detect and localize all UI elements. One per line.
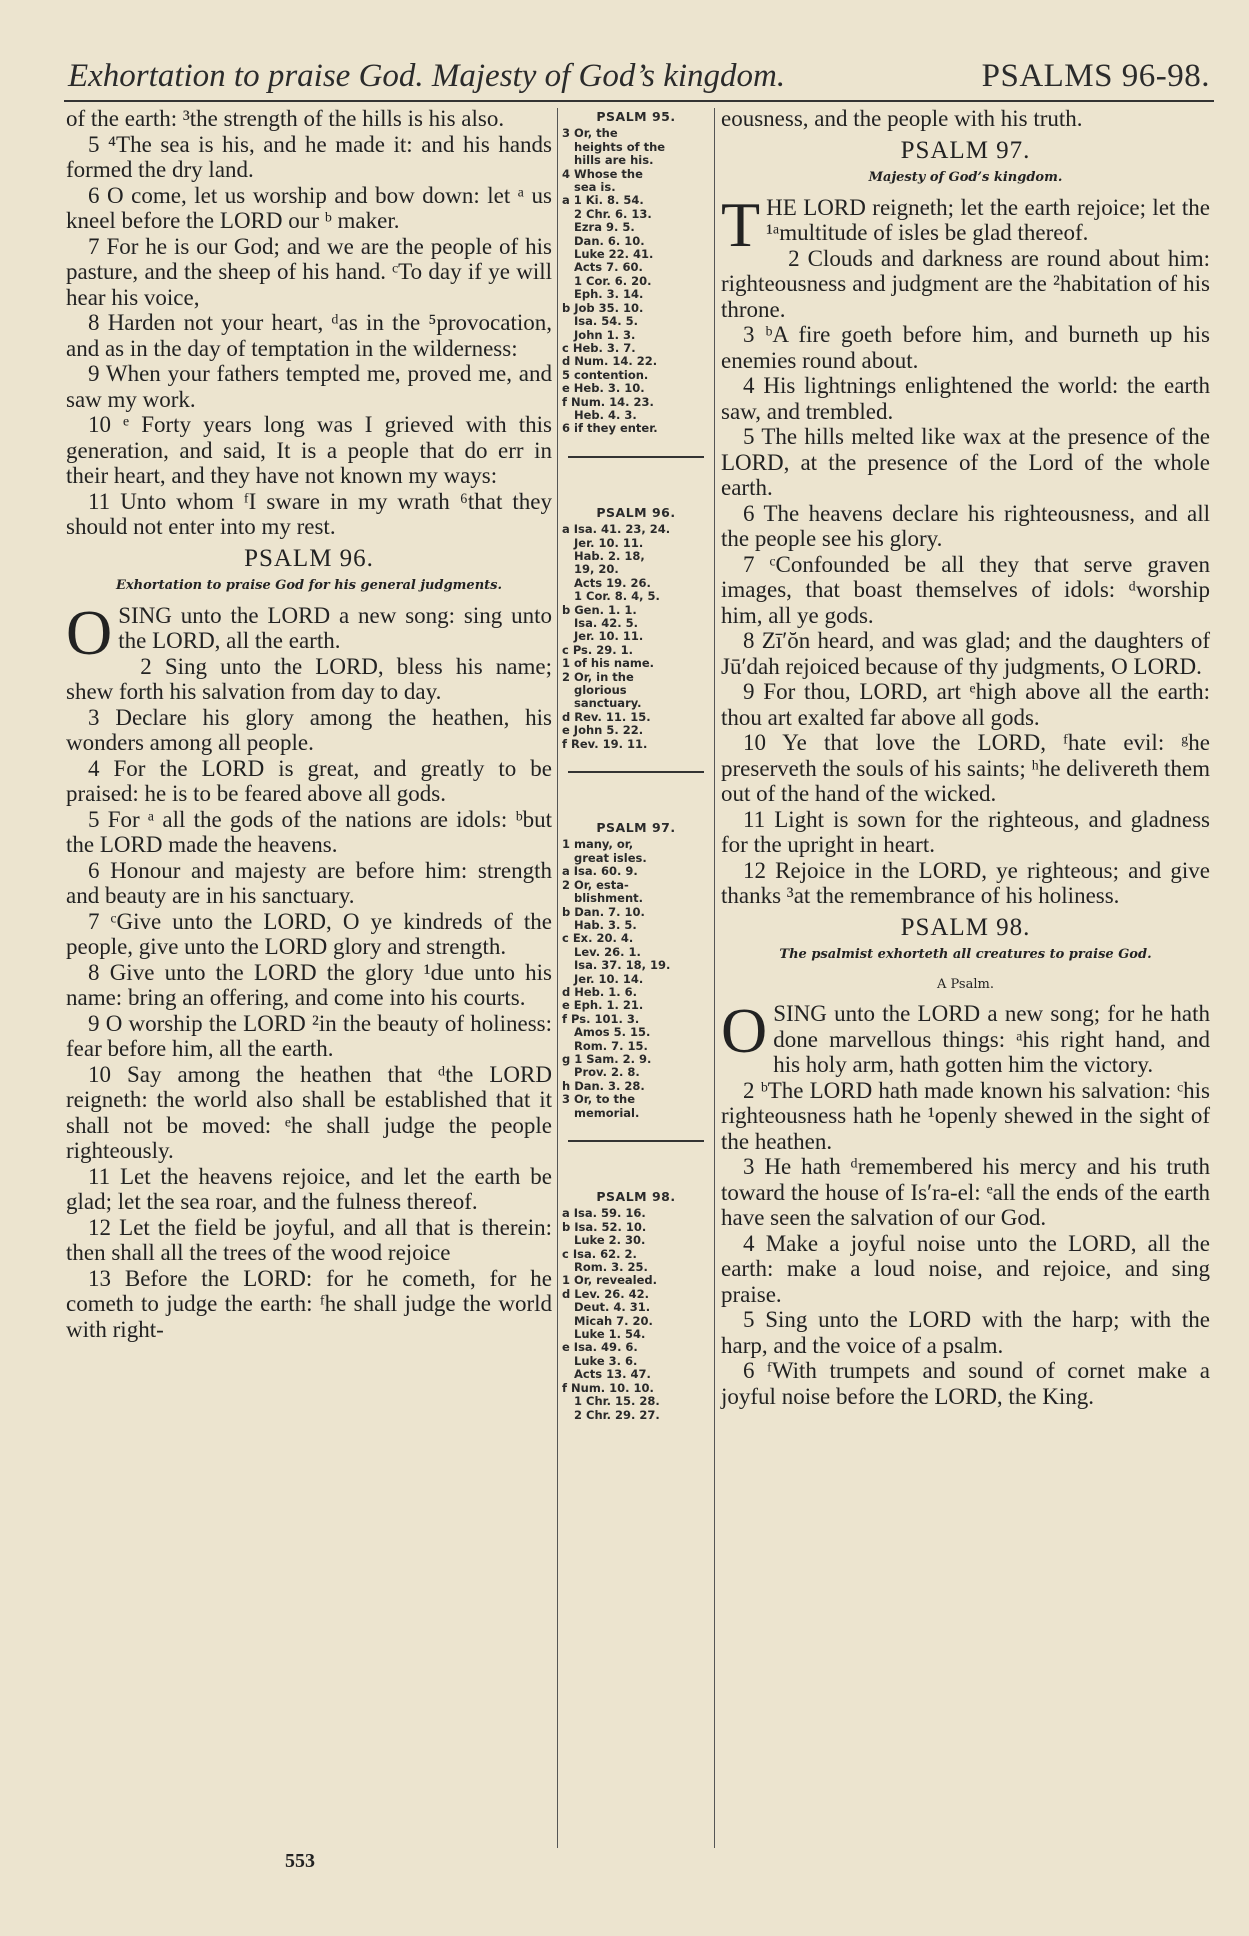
reference-line: Rom. 7. 15. bbox=[562, 1038, 648, 1053]
verse: 10 Ye that love the LORD, ᶠhate evil: ᵍhe preserveth the souls of his saints; ʰhe delivereth them out of the hand of the wicked. bbox=[721, 730, 1210, 806]
reference-line: a 1 Ki. 8. 54. bbox=[562, 193, 644, 208]
psalm-97-verses bbox=[721, 246, 1210, 909]
reference-line: 4 Whose the bbox=[562, 166, 643, 181]
reference-line: Rom. 3. 25. bbox=[562, 1260, 648, 1275]
verse: 8 Give unto the LORD the glory ¹due unto his name: bring an offering, and come into his courts. bbox=[66, 959, 552, 1010]
reference-group-heading: PSALM 98. bbox=[596, 1189, 676, 1204]
verse: 2 ᵇThe LORD hath made known his salvation: ᶜhis righteousness hath he ¹openly shewed in the sight of the heathen. bbox=[721, 1077, 1210, 1154]
reference-line: Isa. 54. 5. bbox=[562, 314, 639, 329]
verse: 5 The hills melted like wax at the presence of the LORD, at the presence of the Lord of the whole earth. bbox=[721, 424, 1210, 500]
psalm-98-verses bbox=[721, 1078, 1210, 1410]
reference-line: memorial. bbox=[562, 1105, 640, 1120]
reference-group-heading: PSALM 97. bbox=[596, 820, 676, 836]
psalm-98-inscription: A Psalm. bbox=[937, 976, 994, 992]
reference-line: hills are his. bbox=[562, 153, 654, 168]
reference-line: Jer. 10. 11. bbox=[562, 629, 644, 644]
verse: 12 Rejoice in the LORD, ye righteous; and give thanks ³at the remembrance of his holiness. bbox=[721, 857, 1210, 908]
reference-line: f Num. 10. 10. bbox=[562, 1380, 654, 1395]
reference-line: 3 Or, to the bbox=[562, 1092, 636, 1107]
reference-line: 1 Cor. 6. 20. bbox=[562, 273, 652, 288]
reference-line: c Ex. 20. 4. bbox=[562, 931, 634, 946]
reference-line: h Dan. 3. 28. bbox=[562, 1078, 645, 1093]
reference-line: g 1 Sam. 2. 9. bbox=[562, 1051, 652, 1066]
psalm-96-verses bbox=[66, 654, 552, 1343]
column-divider-left bbox=[557, 108, 558, 1848]
reference-line: 5 contention. bbox=[562, 367, 649, 382]
reference-line: Luke 1. 54. bbox=[562, 1327, 646, 1342]
psalm-96-verse-1 bbox=[66, 596, 552, 668]
verse: 7 For he is our God; and we are the people of his pasture, and the sheep of his hand. ᶜTo day if ye will hear his voice, bbox=[66, 233, 552, 310]
header-title-right: PSALMS 96-98. bbox=[981, 58, 1210, 94]
verse: 9 O worship the LORD ²in the beauty of holiness: fear before him, all the earth. bbox=[66, 1010, 552, 1061]
reference-line: 3 Or, the bbox=[562, 126, 618, 141]
reference-line: b Job 35. 10. bbox=[562, 300, 644, 315]
verse: 3 Declare his glory among the heathen, his wonders among all people. bbox=[66, 704, 552, 755]
reference-line: Luke 2. 30. bbox=[562, 1233, 646, 1248]
reference-line: e Heb. 3. 10. bbox=[562, 381, 645, 396]
reference-line: d Heb. 1. 6. bbox=[562, 984, 638, 999]
right-column bbox=[721, 106, 1210, 1409]
reference-line: sanctuary. bbox=[562, 696, 642, 711]
reference-line: c Ps. 29. 1. bbox=[562, 642, 634, 657]
reference-line: Amos 5. 15. bbox=[562, 1025, 651, 1040]
verse: 5 For ᵃ all the gods of the nations are idols: ᵇbut the LORD made the heavens. bbox=[66, 806, 552, 857]
verse: 12 Let the field be joyful, and all that is therein: then shall all the trees of the wood rejoice bbox=[66, 1214, 552, 1265]
reference-line: blishment. bbox=[562, 891, 643, 906]
reference-line: Jer. 10. 14. bbox=[562, 971, 644, 986]
reference-line: a Isa. 59. 16. bbox=[562, 1206, 646, 1221]
psalm-96-tail: eousness, and the people with his truth. bbox=[721, 106, 1083, 131]
reference-line: 2 Or, in the bbox=[562, 669, 634, 684]
reference-line: John 1. 3. bbox=[562, 327, 636, 342]
reference-line: Dan. 6. 10. bbox=[562, 233, 645, 248]
reference-line: great isles. bbox=[562, 850, 647, 865]
verse: 11 Light is sown for the righteous, and gladness for the upright in heart. bbox=[721, 806, 1210, 857]
running-header bbox=[64, 54, 1214, 102]
reference-line: Acts 19. 26. bbox=[562, 575, 651, 590]
reference-line: 1 many, or, bbox=[562, 837, 634, 852]
verse: of the earth: ³the strength of the hills is his also. bbox=[66, 106, 505, 131]
psalm-95-tail bbox=[66, 106, 552, 540]
reference-line: Eph. 3. 14. bbox=[562, 287, 644, 302]
left-column bbox=[66, 106, 552, 1342]
psalm-96-subtitle: Exhortation to praise God for his general judgments. bbox=[115, 578, 502, 593]
reference-line: f Rev. 19. 11. bbox=[562, 736, 648, 751]
reference-line: Hab. 2. 18, bbox=[562, 548, 645, 563]
reference-line: Lev. 26. 1. bbox=[562, 944, 641, 959]
verse: 13 Before the LORD: for he cometh, for he cometh to judge the earth: ᶠhe shall judge the world with right- bbox=[66, 1265, 552, 1342]
verse: 6 O come, let us worship and bow down: let ᵃ us kneel before the LORD our ᵇ maker. bbox=[66, 182, 552, 233]
reference-line: d Rev. 11. 15. bbox=[562, 709, 651, 724]
psalm-97-title: PSALM 97. bbox=[900, 136, 1031, 164]
reference-line: Prov. 2. 8. bbox=[562, 1065, 640, 1080]
reference-line: b Gen. 1. 1. bbox=[562, 602, 637, 617]
verse: 7 ᶜConfounded be all they that serve graven images, that boast themselves of idols: ᵈworship him, all ye gods. bbox=[721, 551, 1210, 628]
reference-group bbox=[562, 821, 710, 1120]
reference-line: Deut. 4. 31. bbox=[562, 1300, 651, 1315]
reference-group bbox=[562, 506, 710, 751]
column-divider-right bbox=[714, 108, 715, 1848]
verse: 5 Sing unto the LORD with the harp; with the harp, and the voice of a psalm. bbox=[721, 1307, 1210, 1358]
reference-line: a Isa. 60. 9. bbox=[562, 864, 638, 879]
reference-line: 2 Chr. 29. 27. bbox=[562, 1407, 660, 1422]
reference-line: heights of the bbox=[562, 139, 666, 154]
reference-line: Heb. 4. 3. bbox=[562, 407, 637, 422]
reference-line: 1 Cor. 8. 4, 5. bbox=[562, 589, 660, 604]
verse: 7 ᶜGive unto the LORD, O ye kindreds of the people, give unto the LORD glory and strength. bbox=[66, 908, 552, 959]
psalm-97-first-text: HE LORD reigneth; let the earth rejoice; let the ¹ᵃmultitude of isles be glad thereof. bbox=[766, 194, 1210, 245]
psalm-97-subtitle: Majesty of God’s kingdom. bbox=[868, 170, 1063, 185]
header-title-left: Exhortation to praise God. Majesty of God’s kingdom. bbox=[68, 58, 786, 94]
reference-line: d Lev. 26. 42. bbox=[562, 1286, 650, 1301]
verse: 6 The heavens declare his righteousness, and all the people see his glory. bbox=[721, 500, 1210, 551]
reference-line: a Isa. 41. 23, 24. bbox=[562, 522, 671, 537]
verse: 3 ᵇA fire goeth before him, and burneth up his enemies round about. bbox=[721, 322, 1210, 373]
reference-line: Isa. 42. 5. bbox=[562, 616, 639, 630]
reference-group bbox=[562, 110, 710, 436]
reference-line: b Dan. 7. 10. bbox=[562, 904, 645, 919]
psalm-96-dropcap: O bbox=[66, 596, 113, 668]
verse: 11 Unto whom ᶠI sware in my wrath ⁶that they should not enter into my rest. bbox=[66, 488, 552, 539]
verse: 8 Harden not your heart, ᵈas in the ⁵provocation, and as in the day of temptation in the wilderness: bbox=[66, 310, 552, 361]
reference-group-heading: PSALM 96. bbox=[596, 504, 676, 520]
reference-line: Luke 3. 6. bbox=[562, 1353, 638, 1368]
reference-line: d Num. 14. 22. bbox=[562, 354, 658, 369]
reference-line: 1 of his name. bbox=[562, 656, 654, 671]
psalm-98-verse-1 bbox=[721, 995, 1210, 1078]
psalm-96-first-text: SING unto the LORD a new song: sing unto the LORD, all the earth. bbox=[118, 602, 552, 653]
reference-divider bbox=[568, 456, 704, 458]
reference-line: f Ps. 101. 3. bbox=[562, 1011, 640, 1026]
psalm-97-dropcap: T bbox=[721, 188, 761, 260]
psalm-98-first-text: SING unto the LORD a new song; for he hath done marvellous things: ᵃhis right hand, and his holy arm, hath gotten him the victory. bbox=[773, 1001, 1210, 1077]
reference-line: Jer. 10. 11. bbox=[562, 535, 644, 550]
reference-line: 6 if they enter. bbox=[562, 421, 658, 436]
page-number: 553 bbox=[285, 1850, 315, 1872]
reference-line: Micah 7. 20. bbox=[562, 1313, 653, 1328]
reference-line: 1 Chr. 15. 28. bbox=[562, 1394, 660, 1409]
psalm-98-dropcap: O bbox=[721, 995, 768, 1066]
reference-line: Hab. 3. 5. bbox=[562, 917, 637, 932]
reference-line: 19, 20. bbox=[562, 562, 619, 577]
reference-line: Isa. 37. 18, 19. bbox=[562, 958, 671, 973]
cross-reference-column bbox=[562, 110, 710, 1442]
verse: 2 Clouds and darkness are round about him: righteousness and judgment are the ²habitation of his throne. bbox=[721, 245, 1210, 322]
reference-line: 2 Or, esta- bbox=[562, 877, 629, 892]
reference-line: 2 Chr. 6. 13. bbox=[562, 206, 652, 221]
reference-line: Ezra 9. 5. bbox=[562, 220, 635, 235]
psalm-96-title: PSALM 96. bbox=[244, 544, 374, 572]
verse: 2 Sing unto the LORD, bless his name; shew forth his salvation from day to day. bbox=[66, 653, 552, 704]
verse: 10 ᵉ Forty years long was I grieved with this generation, and said, It is a people that do err in their heart, and they have not known my ways: bbox=[66, 412, 552, 488]
reference-line: f Num. 14. 23. bbox=[562, 394, 654, 409]
verse: 5 ⁴The sea is his, and he made it: and his hands formed the dry land. bbox=[66, 131, 552, 182]
reference-line: e Eph. 1. 21. bbox=[562, 998, 644, 1013]
reference-line: glorious bbox=[562, 683, 627, 698]
verse: 4 His lightnings enlightened the world: the earth saw, and trembled. bbox=[721, 373, 1210, 424]
verse: 11 Let the heavens rejoice, and let the earth be glad; let the sea roar, and the fulness thereof. bbox=[66, 1163, 552, 1214]
reference-line: e Isa. 49. 6. bbox=[562, 1340, 638, 1355]
verse: 6 ᶠWith trumpets and sound of cornet make a joyful noise before the LORD, the King. bbox=[721, 1358, 1210, 1409]
verse: 9 For thou, LORD, art ᵉhigh above all the earth: thou art exalted far above all gods. bbox=[721, 679, 1210, 730]
reference-line: 1 Or, revealed. bbox=[562, 1273, 658, 1288]
psalm-98-subtitle: The psalmist exhorteth all creatures to praise God. bbox=[779, 947, 1152, 962]
reference-divider bbox=[568, 1140, 704, 1142]
reference-group bbox=[562, 1190, 710, 1422]
verse: 8 Zī′ŏn heard, and was glad; and the daughters of Jū′dah rejoiced because of thy judgments, O LORD. bbox=[721, 628, 1210, 679]
reference-line: c Isa. 62. 2. bbox=[562, 1246, 637, 1261]
verse: 3 He hath ᵈremembered his mercy and his truth toward the house of Is′ra-el: ᵉall the ends of the earth have seen the salvation of our God. bbox=[721, 1154, 1210, 1230]
reference-divider bbox=[568, 771, 704, 773]
psalm-97-verse-1 bbox=[721, 188, 1210, 260]
reference-line: sea is. bbox=[562, 180, 616, 195]
reference-line: Acts 7. 60. bbox=[562, 260, 643, 275]
reference-group-heading: PSALM 95. bbox=[596, 109, 676, 124]
reference-line: b Isa. 52. 10. bbox=[562, 1219, 647, 1234]
reference-line: c Heb. 3. 7. bbox=[562, 340, 636, 355]
reference-line: e John 5. 22. bbox=[562, 723, 644, 738]
reference-line: Acts 13. 47. bbox=[562, 1367, 651, 1382]
reference-line: Luke 22. 41. bbox=[562, 247, 654, 262]
verse: 9 When your fathers tempted me, proved me, and saw my work. bbox=[66, 361, 552, 412]
verse: 4 Make a joyful noise unto the LORD, all the earth: make a loud noise, and rejoice, and sing praise. bbox=[721, 1230, 1210, 1307]
verse: 10 Say among the heathen that ᵈthe LORD reigneth: the world also shall be established that it shall not be moved: ᵉhe shall judge the people righteously. bbox=[66, 1061, 552, 1163]
psalm-98-title: PSALM 98. bbox=[900, 913, 1031, 941]
verse: 4 For the LORD is great, and greatly to be praised: he is to be feared above all gods. bbox=[66, 755, 552, 806]
verse: 6 Honour and majesty are before him: strength and beauty are in his sanctuary. bbox=[66, 857, 552, 908]
